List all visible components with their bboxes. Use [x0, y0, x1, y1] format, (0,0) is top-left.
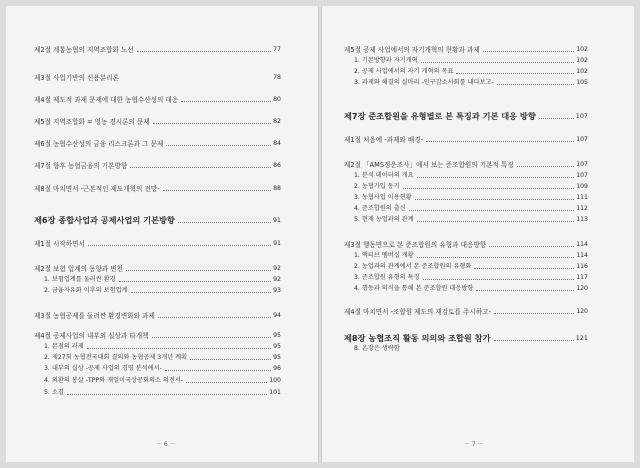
toc-page-number: 102: [576, 57, 588, 64]
toc-page-number: 95: [273, 354, 281, 361]
toc-subitem: [354, 172, 588, 180]
toc-entry-title: 2. 제27회 농협전국대회 결의와 농협공제 3개년 계획: [44, 354, 188, 361]
toc-page-number: 120: [576, 285, 588, 292]
toc-entry-title: 제5절 공제 사업에서의 자기개혁의 현황과 과제: [344, 46, 480, 54]
toc-chapter: [34, 215, 281, 225]
toc-entry-title: 4. 준조합원의 출신: [354, 205, 406, 212]
toc-subitem: [354, 183, 588, 191]
toc-subitem: [44, 365, 281, 373]
toc-section: [34, 118, 281, 126]
leader-dots: [403, 188, 574, 189]
toc-page-number: 94: [273, 312, 281, 319]
toc-page-number: 107: [576, 161, 588, 168]
toc-page-number: 114: [576, 241, 588, 248]
toc-subitem: [354, 252, 588, 260]
toc-entry-title: 제4절 마치면서 -조합원 제도의 재검토를 주시하고-: [344, 308, 491, 316]
toc-page-number: 82: [273, 118, 281, 125]
leader-dots: [483, 51, 574, 52]
leader-dots: [137, 51, 271, 52]
right-page-number: － 7 －: [464, 441, 484, 448]
toc-subitem: [354, 345, 588, 353]
leader-dots: [178, 222, 271, 223]
toc-page-number: 117: [576, 274, 588, 281]
left-page-number: － 6 －: [156, 441, 176, 448]
leader-dots: [158, 317, 271, 318]
toc-entry-title: 2. 농협가입 동기: [354, 183, 400, 190]
toc-page-number: 92: [273, 265, 281, 272]
toc-subitem: [354, 194, 588, 202]
toc-subitem: [354, 216, 588, 224]
toc-entry-title: 3. 준조합원 유형의 특징: [354, 274, 420, 281]
leader-dots: [494, 340, 574, 341]
leader-dots: [476, 290, 574, 291]
toc-entry-title: 제4절 제도적 과제 문제에 대한 농협수산성의 대응: [34, 96, 179, 104]
toc-section: [34, 140, 281, 148]
toc-entry-title: 5. 소결: [44, 389, 64, 396]
toc-page-number: 111: [576, 194, 588, 201]
toc-entry-title: 제1절 시작하면서: [34, 240, 85, 248]
leader-dots: [415, 199, 575, 200]
leader-dots: [163, 190, 272, 191]
leader-dots: [497, 84, 574, 85]
left-page: [6, 6, 318, 462]
toc-page-number: 91: [272, 216, 281, 224]
toc-page-number: 107: [576, 136, 588, 143]
toc-entry-title: 4. 행동과 의식을 통해 본 준조합원 대응방향: [354, 285, 474, 292]
toc-entry-title: 3. 농협사업 이용현황: [354, 194, 412, 201]
toc-entry-title: 1. 액티브 멤버십 개황: [354, 252, 414, 259]
toc-entry-title: 제6장 종합사업과 공제사업의 기본방향: [34, 215, 175, 225]
toc-entry-title: 제3절 행동면으로 본 준조합원의 유형과 대응방향: [344, 241, 487, 249]
toc-page-number: 88: [273, 185, 281, 192]
toc-entry-title: 제3절 사업기반의 신용분리론: [34, 74, 119, 82]
toc-subitem: [354, 263, 588, 271]
toc-page-number: 77: [273, 46, 281, 53]
toc-page-number: 102: [576, 68, 588, 75]
leader-dots: [409, 210, 575, 211]
toc-entry-title: 5. 현재 농업과의 관계: [354, 216, 414, 223]
toc-section: [34, 240, 281, 248]
toc-entry-title: 3. 내부의 실상 -공제 사업의 경영 분석에서-: [44, 365, 162, 372]
leader-dots: [119, 281, 272, 282]
toc-entry-title: 1. 본점의 과제: [44, 343, 84, 350]
toc-page-number: 100: [269, 377, 281, 384]
toc-section: [34, 185, 281, 193]
toc-section: [34, 162, 281, 170]
toc-subitem: [44, 389, 281, 397]
toc-entry-title: 1. 기본방향과 자기개혁: [354, 57, 418, 64]
toc-chapter: [344, 333, 588, 343]
leader-dots: [165, 370, 271, 371]
leader-dots: [186, 382, 267, 383]
leader-dots: [456, 73, 574, 74]
toc-page-number: 101: [269, 389, 281, 396]
toc-page-number: 120: [576, 308, 588, 315]
leader-dots: [494, 313, 574, 314]
leader-dots: [88, 245, 271, 246]
toc-entry-title: 제7절 향후 농협금융의 기본방향: [34, 162, 128, 170]
toc-page-number: 92: [273, 276, 281, 283]
leader-dots: [152, 337, 272, 338]
toc-chapter: [344, 111, 588, 121]
toc-entry-title: 8. 온장은 생략함: [354, 345, 400, 352]
toc-page-number: 78: [273, 74, 281, 81]
toc-page-number: 105: [576, 79, 588, 86]
toc-subitem: [44, 377, 281, 385]
toc-section: [344, 136, 588, 144]
leader-dots: [421, 62, 575, 63]
toc-page-number: 116: [576, 263, 588, 270]
toc-entry-title: 제2절 「AMS정운조사」에서 보는 준조합원의 기본적 특징: [344, 161, 514, 169]
toc-page-number: 93: [273, 287, 281, 294]
toc-page-number: 86: [273, 162, 281, 169]
toc-subitem: [354, 79, 588, 87]
leader-dots: [474, 268, 574, 269]
toc-entry-title: 제1절 처음에 -과제와 배경-: [344, 136, 423, 144]
toc-subitem: [44, 343, 281, 351]
leader-dots: [131, 292, 272, 293]
toc-subitem: [354, 274, 588, 282]
toc-page-number: 109: [576, 183, 588, 190]
toc-page-number: 112: [576, 205, 588, 212]
leader-dots: [130, 167, 271, 168]
leader-dots: [67, 394, 267, 395]
leader-dots: [87, 348, 271, 349]
toc-page-number: 96: [273, 365, 281, 372]
toc-section: [34, 312, 281, 320]
toc-entry-title: 제4절 공제사업의 내부외 실상과 타개책: [34, 332, 149, 340]
toc-entry-title: 4. 외환의 봉살 -TPP와 재일미국상공회의소 의견서-: [44, 377, 184, 384]
leader-dots: [181, 101, 271, 102]
toc-page-number: 95: [273, 343, 281, 350]
toc-entry-title: 제8절 마치면서 -근본적인 제도개혁의 전망-: [34, 185, 160, 193]
leader-dots: [517, 166, 575, 167]
toc-subitem: [44, 354, 281, 362]
toc-subitem: [354, 205, 588, 213]
toc-entry-title: 2. 농업과의 관계에서 본 준조합원의 유형화: [354, 263, 472, 270]
toc-page-number: 114: [576, 252, 588, 259]
toc-page-number: 107: [575, 112, 588, 120]
toc-page-number: 107: [576, 172, 588, 179]
toc-entry-title: 제7장 준조합원을 유형별로 본 특징과 기본 대응 방향: [344, 111, 536, 121]
leader-dots: [166, 145, 271, 146]
toc-entry-title: 제2절 보험 업계의 동향과 변천: [34, 265, 124, 273]
toc-entry-title: 2. 금융자유화 이후의 보험업계: [44, 287, 128, 294]
toc-page-number: 102: [576, 46, 588, 53]
leader-dots: [153, 123, 271, 124]
toc-entry-title: 3. 과제와 해결의 실마리 -인구감소사회를 내다보고-: [354, 79, 494, 86]
toc-page-number: 84: [273, 140, 281, 147]
toc-section: [344, 46, 588, 54]
toc-page-number: 113: [576, 216, 588, 223]
toc-subitem: [354, 285, 588, 293]
toc-section: [34, 46, 281, 54]
toc-page-number: 121: [575, 334, 588, 342]
toc-page-number: 91: [273, 240, 281, 247]
toc-entry-title: 1. 분석 데이터의 개요: [354, 172, 414, 179]
toc-entry-title: 제3절 농협공제를 둘러싼 환경변화와 과제: [34, 312, 155, 320]
leader-dots: [126, 270, 271, 271]
toc-entry-title: 제8장 농협조직 활동 의의와 조합원 참가: [344, 333, 491, 343]
toc-entry-title: 제2절 계통농협의 지역조합화 노선: [34, 46, 134, 54]
toc-entry-title: 1. 보험업계를 둘러싼 환경: [44, 276, 116, 283]
leader-dots: [190, 359, 271, 360]
right-page: [322, 6, 634, 462]
toc-section: [344, 308, 588, 316]
toc-subitem: [44, 276, 281, 284]
leader-dots: [417, 177, 575, 178]
leader-dots: [417, 257, 575, 258]
leader-dots: [489, 246, 574, 247]
toc-entry-title: 2. 공제 사업에서의 자기 개혁의 목표: [354, 68, 454, 75]
toc-entry-title: 제6절 농협수산성의 금융 리스크론과 그 문제: [34, 140, 164, 148]
toc-section: [344, 241, 588, 249]
toc-section: [34, 96, 281, 104]
toc-page-number: 80: [273, 96, 281, 103]
toc-subitem: [354, 57, 588, 65]
toc-section: [34, 74, 281, 82]
leader-dots: [417, 221, 575, 222]
toc-section: [344, 161, 588, 169]
leader-dots: [539, 118, 574, 119]
leader-dots: [423, 279, 575, 280]
toc-subitem: [44, 287, 281, 295]
leader-dots: [426, 141, 574, 142]
toc-entry-title: 제5절 지역조합화 = 영농 경시론의 문제: [34, 118, 150, 126]
toc-section: [34, 265, 281, 273]
toc-page-number: 95: [273, 332, 281, 339]
toc-subitem: [354, 68, 588, 76]
toc-section: [34, 332, 281, 340]
